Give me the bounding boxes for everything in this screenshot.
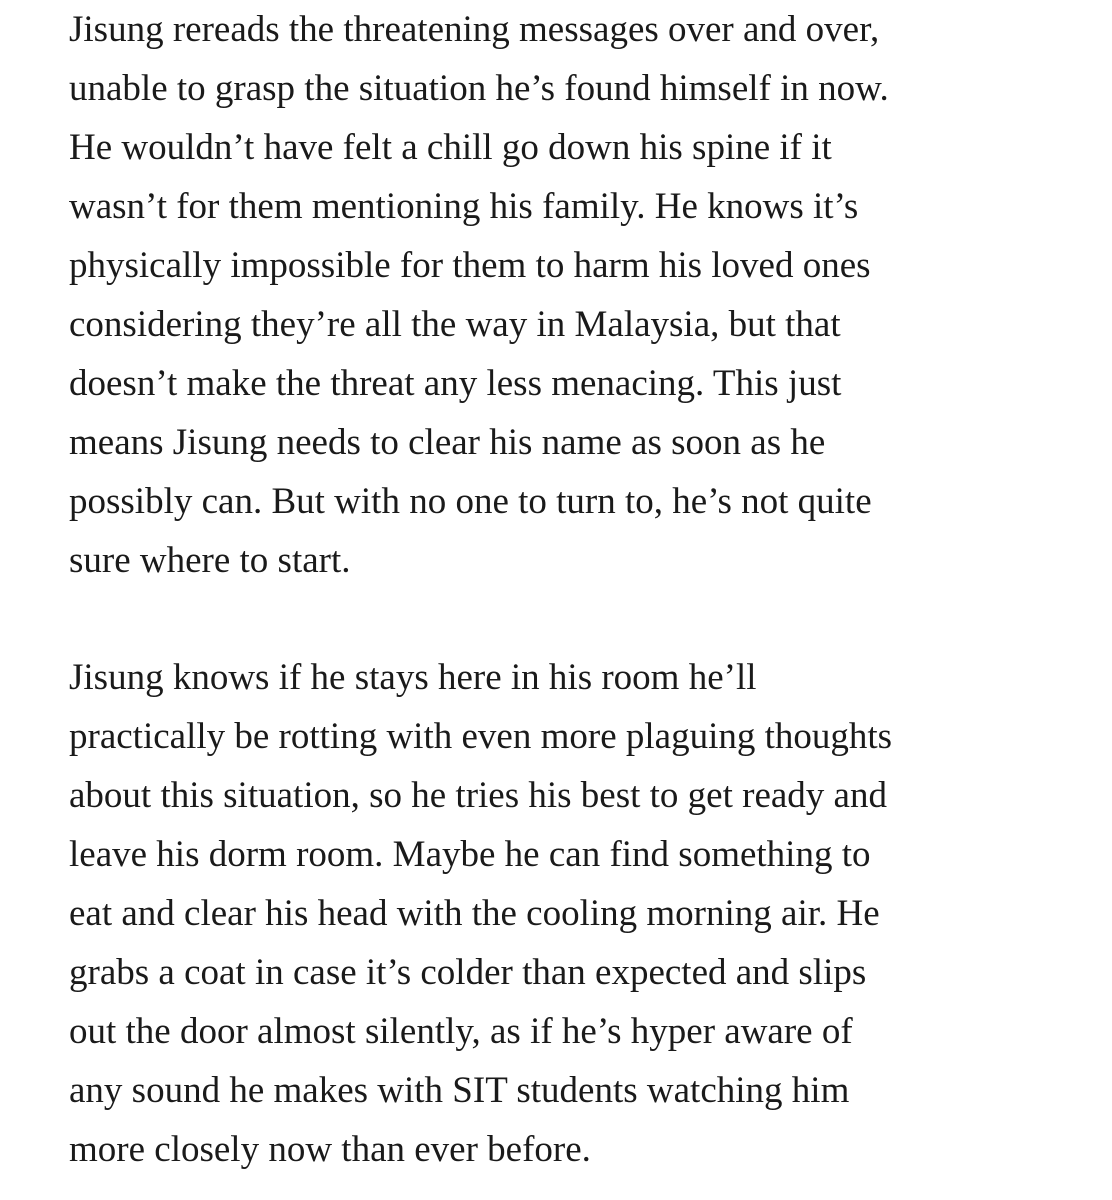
text-line: physically impossible for them to harm his loved ones xyxy=(69,245,871,286)
text-line: wasn’t for them mentioning his family. He knows it’s xyxy=(69,186,859,227)
text-line: any sound he makes with SIT students watching him xyxy=(69,1070,850,1111)
text-line: leave his dorm room. Maybe he can find something to xyxy=(69,834,871,875)
text-line: considering they’re all the way in Malaysia, but that xyxy=(69,304,841,345)
text-line: Jisung knows if he stays here in his room he’ll xyxy=(69,657,757,698)
text-line: unable to grasp the situation he’s found himself in now. xyxy=(69,68,889,109)
text-line: doesn’t make the threat any less menacing. This just xyxy=(69,363,842,404)
text-line: possibly can. But with no one to turn to, he’s not quite xyxy=(69,481,872,522)
text-line: out the door almost silently, as if he’s hyper aware of xyxy=(69,1011,853,1052)
text-line: Jisung rereads the threatening messages over and over, xyxy=(69,9,880,50)
text-line: means Jisung needs to clear his name as soon as he xyxy=(69,422,826,463)
text-line: grabs a coat in case it’s colder than expected and slips xyxy=(69,952,867,993)
text-line: sure where to start. xyxy=(69,540,351,581)
text-line: He wouldn’t have felt a chill go down his spine if it xyxy=(69,127,832,168)
text-line: about this situation, so he tries his best to get ready and xyxy=(69,775,887,816)
text-line: practically be rotting with even more plaguing thoughts xyxy=(69,716,893,757)
text-line: eat and clear his head with the cooling morning air. He xyxy=(69,893,880,934)
text-line: more closely now than ever before. xyxy=(69,1129,591,1170)
